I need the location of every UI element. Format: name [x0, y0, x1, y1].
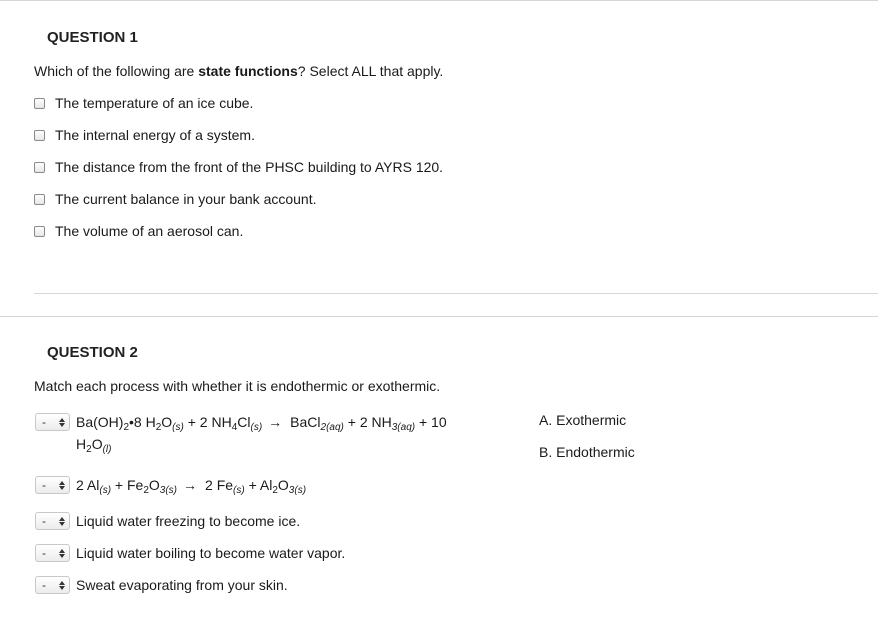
top-divider: [0, 0, 878, 1]
match-row-1: [35, 413, 516, 455]
prompt-text: ? Select ALL that apply.: [297, 63, 444, 79]
select-value: -: [42, 415, 46, 429]
process-text: Liquid water freezing to become ice.: [76, 513, 301, 529]
select-arrows-icon: [59, 418, 65, 427]
process-text: 2 $Al_{(s)} + Fe_2O_{3(s)} \to 2$ $Fe_{(s)} + Al_2O_{3(s)}$: [76, 474, 306, 496]
select-arrows-icon: [59, 549, 65, 558]
process-text: $Ba(OH)_2•8$ $H_2O_{(s)} + 2$ $NH_4Cl_{(s)}$ → BaCl$_{2(aq)}$ + 2 $NH_{3(aq)} + 10$ $H_2O_{(l)}$: [76, 411, 516, 455]
match-select[interactable]: [35, 413, 70, 431]
checkbox[interactable]: [34, 194, 45, 205]
option-bank-balance[interactable]: [34, 191, 317, 207]
process-text: Liquid water boiling to become water vapor.: [76, 545, 346, 561]
option-distance[interactable]: [34, 159, 443, 175]
match-select[interactable]: [35, 512, 70, 530]
match-select[interactable]: [35, 476, 70, 494]
prompt-emphasis: state functions: [198, 63, 298, 79]
checkbox[interactable]: [34, 226, 45, 237]
answer-a: A. Exothermic: [539, 412, 627, 428]
option-label: The volume of an aerosol can.: [55, 223, 244, 239]
select-value: -: [42, 478, 46, 492]
section-divider: [34, 293, 878, 294]
checkbox[interactable]: [34, 130, 45, 141]
match-row-4: [35, 544, 345, 564]
match-select[interactable]: [35, 544, 70, 562]
option-internal-energy[interactable]: [34, 127, 255, 143]
select-value: -: [42, 514, 46, 528]
option-aerosol-volume[interactable]: [34, 223, 243, 239]
option-temperature[interactable]: [34, 95, 253, 111]
select-arrows-icon: [59, 481, 65, 490]
question-1-prompt: [34, 63, 443, 79]
match-row-5: [35, 576, 288, 596]
option-label: The current balance in your bank account.: [55, 191, 317, 207]
process-text: Sweat evaporating from your skin.: [76, 577, 288, 593]
question-2-title: QUESTION 2: [47, 344, 138, 361]
option-label: The internal energy of a system.: [55, 127, 255, 143]
option-label: The temperature of an ice cube.: [55, 95, 254, 111]
question-1-title: QUESTION 1: [47, 29, 138, 46]
select-arrows-icon: [59, 581, 65, 590]
match-row-2: [35, 476, 306, 496]
select-value: -: [42, 546, 46, 560]
match-select[interactable]: [35, 576, 70, 594]
answer-b: B. Endothermic: [539, 444, 635, 460]
select-value: -: [42, 578, 46, 592]
section-divider: [0, 316, 878, 317]
prompt-text: Which of the following are: [34, 63, 199, 79]
checkbox[interactable]: [34, 162, 45, 173]
option-label: The distance from the front of the PHSC building to AYRS 120.: [55, 159, 444, 175]
select-arrows-icon: [59, 517, 65, 526]
reaction-arrow-icon: →: [183, 477, 198, 493]
question-2-prompt: Match each process with whether it is endothermic or exothermic.: [34, 378, 441, 394]
reaction-arrow-icon: →: [268, 414, 283, 430]
match-row-3: [35, 512, 300, 532]
checkbox[interactable]: [34, 98, 45, 109]
